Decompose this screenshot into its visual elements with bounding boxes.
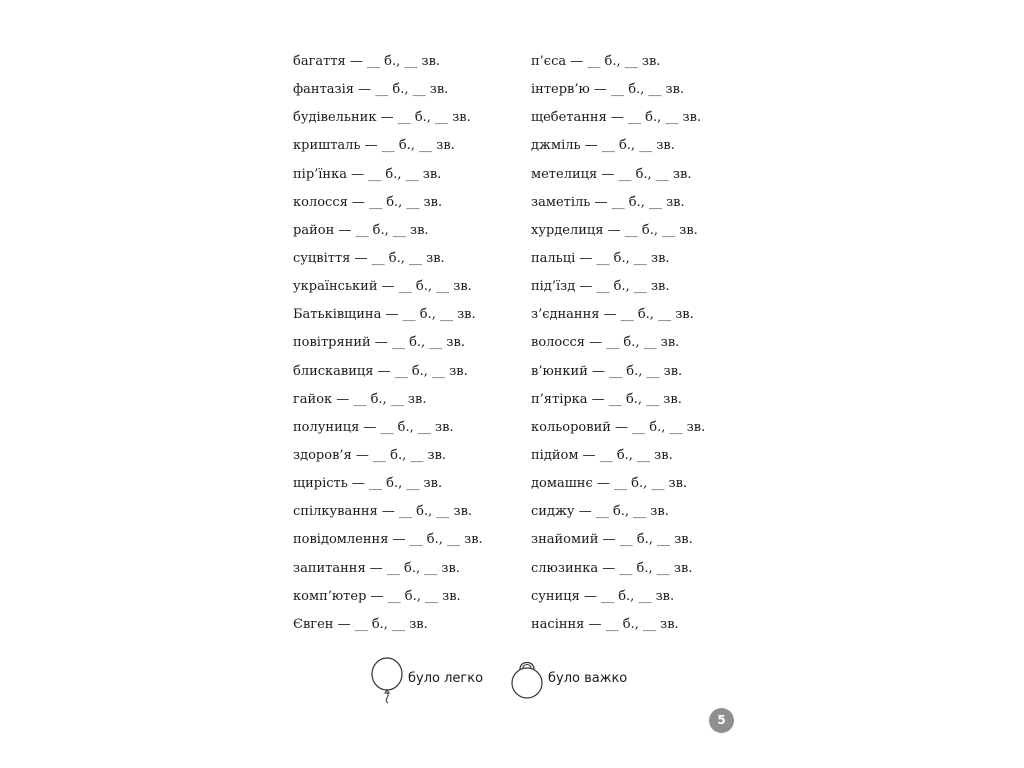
exercise-word-row: заметіль — __ б., __ зв. <box>531 194 685 210</box>
feedback-easy-label: було легко <box>408 670 484 686</box>
exercise-word-row: гайок — __ б., __ зв. <box>293 391 427 407</box>
exercise-word-row: здоров’я — __ б., __ зв. <box>293 447 447 463</box>
exercise-word-row: колосся — __ б., __ зв. <box>293 194 443 210</box>
exercise-word-row: спілкування — __ б., __ зв. <box>293 504 473 520</box>
exercise-word-row: пальці — __ б., __ зв. <box>531 250 670 266</box>
exercise-word-row: полуниця — __ б., __ зв. <box>293 419 454 435</box>
exercise-word-row: п’єса — __ б., __ зв. <box>531 54 661 69</box>
exercise-word-row: інтерв’ю — __ б., __ зв. <box>531 82 685 98</box>
exercise-word-row: фантазія — __ б., __ зв. <box>293 82 449 98</box>
feedback-easy <box>370 652 483 704</box>
exercise-word-row: район — __ б., __ зв. <box>293 222 429 238</box>
exercise-left-column <box>293 52 483 643</box>
exercise-word-row: будівельник — __ б., __ зв. <box>293 110 471 126</box>
exercise-word-row: знайомий — __ б., __ зв. <box>531 532 693 548</box>
exercise-word-row: повітряний — __ б., __ зв. <box>293 335 465 351</box>
exercise-word-row: метелиця — __ б., __ зв. <box>531 166 692 182</box>
exercise-word-row: кришталь — __ б., __ зв. <box>293 138 455 154</box>
balloon-icon <box>370 652 404 704</box>
exercise-word-row: кольоровий — __ б., __ зв. <box>531 419 706 435</box>
exercise-word-row: Євген — __ б., __ зв. <box>293 616 428 632</box>
exercise-word-row: Батьківщина — __ б., __ зв. <box>293 307 476 323</box>
exercise-word-row: блискавиця — __ б., __ зв. <box>293 363 468 379</box>
exercise-word-row: щирість — __ б., __ зв. <box>293 476 443 492</box>
exercise-word-row: суниця — __ б., __ зв. <box>531 588 675 604</box>
exercise-word-row: суцвіття — __ б., __ зв. <box>293 250 445 266</box>
exercise-word-row: сиджу — __ б., __ зв. <box>531 504 669 520</box>
feedback-hard-label: було важко <box>548 670 628 686</box>
exercise-word-row: в’юнкий — __ б., __ зв. <box>531 363 683 379</box>
feedback-hard <box>510 652 627 704</box>
page-number-badge: 5 <box>709 708 734 733</box>
exercise-word-row: багаття — __ б., __ зв. <box>293 54 441 69</box>
exercise-word-row: комп’ютер — __ б., __ зв. <box>293 588 461 604</box>
exercise-word-row: український — __ б., __ зв. <box>293 279 472 295</box>
exercise-word-row: підйом — __ б., __ зв. <box>531 447 673 463</box>
exercise-word-row: хурделиця — __ б., __ зв. <box>531 222 698 238</box>
exercise-word-row: запитання — __ б., __ зв. <box>293 560 460 576</box>
exercise-word-row: насіння — __ б., __ зв. <box>531 616 679 632</box>
kettlebell-icon <box>510 656 544 700</box>
exercise-word-row: слюзинка — __ б., __ зв. <box>531 560 693 576</box>
exercise-right-column <box>531 52 705 643</box>
exercise-word-row: домашнє — __ б., __ зв. <box>531 476 688 492</box>
exercise-word-row: п’ятірка — __ б., __ зв. <box>531 391 682 407</box>
exercise-word-row: з’єднання — __ б., __ зв. <box>531 307 694 323</box>
exercise-word-row: під’їзд — __ б., __ зв. <box>531 279 670 295</box>
exercise-word-row: пір’їнка — __ б., __ зв. <box>293 166 442 182</box>
exercise-word-row: джміль — __ б., __ зв. <box>531 138 675 154</box>
exercise-word-row: щебетання — __ б., __ зв. <box>531 110 702 126</box>
exercise-word-row: повідомлення — __ б., __ зв. <box>293 532 483 548</box>
exercise-word-row: волосся — __ б., __ зв. <box>531 335 680 351</box>
